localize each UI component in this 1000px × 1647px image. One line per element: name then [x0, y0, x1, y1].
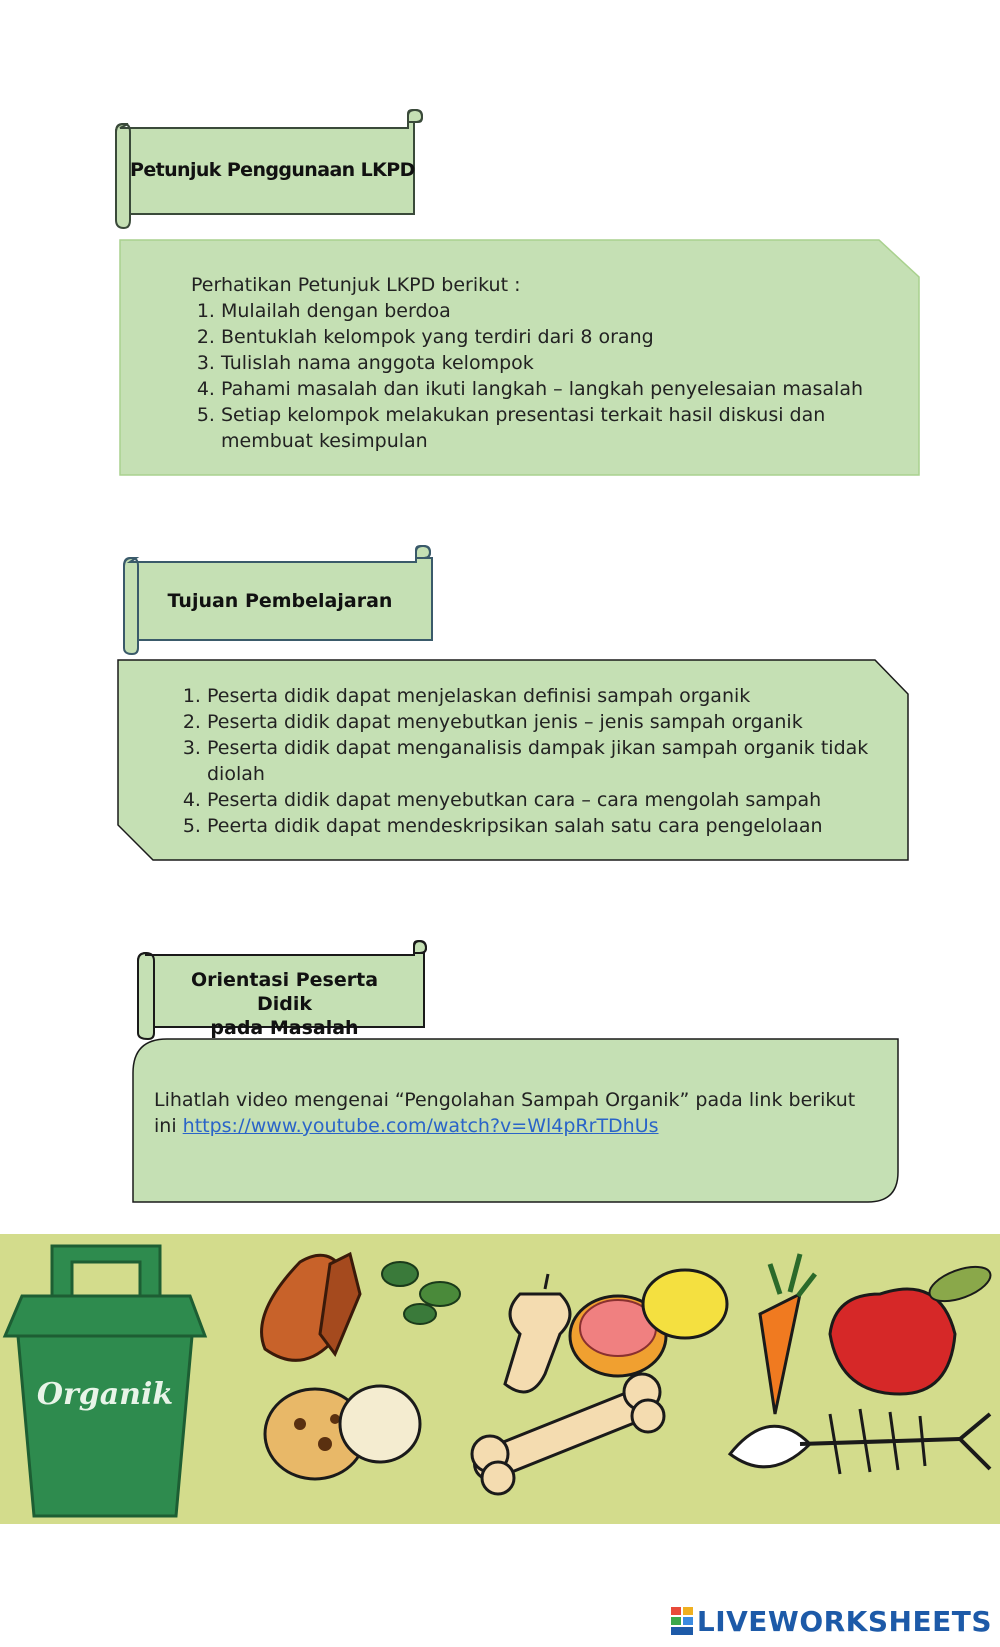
objective-item: 4. Peserta didik dapat menyebutkan cara – cara mengolah sampah [207, 787, 877, 813]
section3-title-line2: pada Masalah [210, 1017, 359, 1039]
objectives-content [177, 683, 877, 839]
objective-item: 2. Peserta didik dapat menyebutkan jenis – jenis sampah organik [207, 709, 877, 735]
liveworksheets-icon [671, 1607, 693, 1635]
instruction-item: 1. Mulailah dengan berdoa [221, 298, 891, 324]
instruction-item: 2. Bentuklah kelompok yang terdiri dari 8 orang [221, 324, 891, 350]
instruction-item: 4. Pahami masalah dan ikuti langkah – langkah penyelesaian masalah [221, 376, 891, 402]
fish-skeleton-icon [730, 1409, 990, 1474]
cookie-icon [265, 1386, 420, 1479]
section3-title-line1: Orientasi Peserta Didik [190, 969, 379, 1015]
liveworksheets-brand: LIVEWORKSHEETS [696, 1604, 992, 1638]
objectives-list [177, 683, 877, 839]
section3-title [162, 968, 407, 1040]
video-link[interactable]: https://www.youtube.com/watch?v=Wl4pRrTDhUs [182, 1115, 659, 1137]
section1-title: Petunjuk Penggunaan LKPD [130, 159, 415, 181]
bin-label: Organik [36, 1377, 174, 1412]
bone-icon [472, 1374, 664, 1494]
instruction-item: 5. Setiap kelompok melakukan presentasi terkait hasil diskusi dan membuat kesimpulan [221, 402, 891, 454]
leaves-icon [382, 1262, 460, 1324]
lemon-icon [643, 1270, 727, 1338]
organic-waste-banner [0, 1234, 1000, 1524]
instructions-content [191, 272, 891, 454]
instruction-item: 3. Tulislah nama anggota kelompok [221, 350, 891, 376]
dried-fruit-icon [262, 1254, 360, 1360]
orientation-content [154, 1087, 874, 1139]
apple-core-icon [505, 1274, 570, 1392]
objective-item: 3. Peserta didik dapat menganalisis dampak jikan sampah organik tidak diolah [207, 735, 877, 787]
section2-title: Tujuan Pembelajaran [167, 590, 393, 612]
liveworksheets-logo [671, 1604, 992, 1638]
instructions-intro: Perhatikan Petunjuk LKPD berikut : [191, 274, 521, 296]
instructions-list [191, 298, 891, 454]
objective-item: 1. Peserta didik dapat menjelaskan definisi sampah organik [207, 683, 877, 709]
objective-item: 5. Peerta didik dapat mendeskripsikan salah satu cara pengelolaan [207, 813, 877, 839]
apple-icon [830, 1260, 995, 1394]
carrot-icon [760, 1254, 815, 1414]
orientation-text: Lihatlah video mengenai “Pengolahan Sampah Organik” pada link berikut ini [154, 1089, 856, 1137]
